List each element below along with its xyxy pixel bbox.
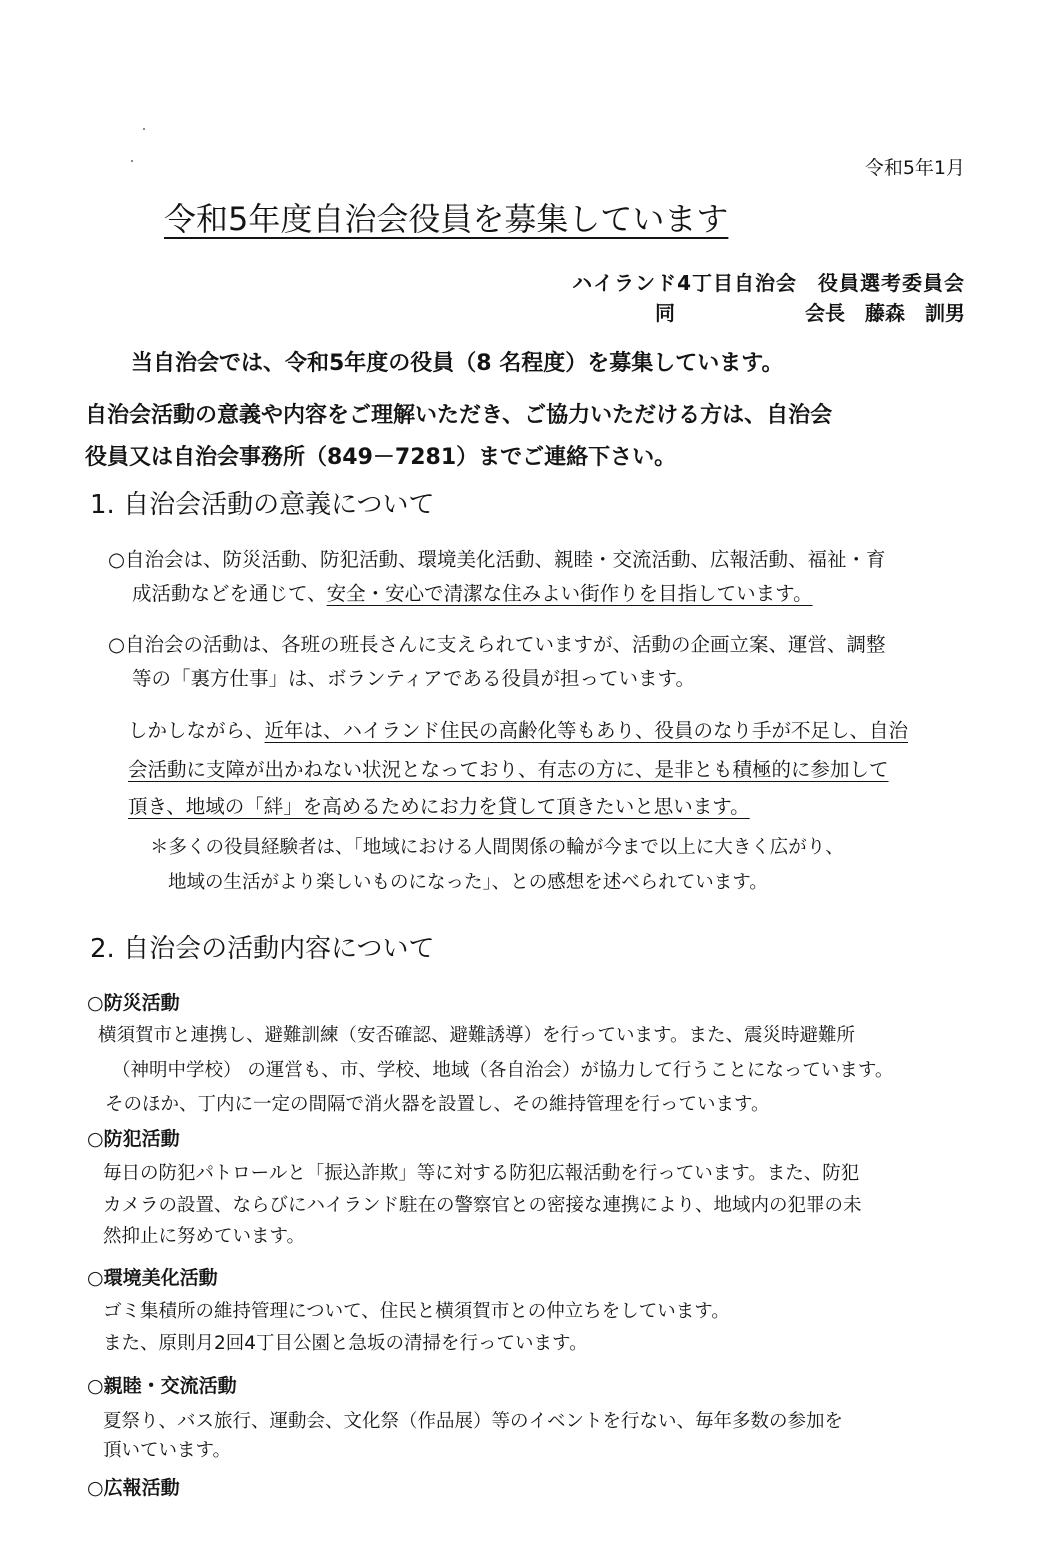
section-1-heading: 1. 自治会活動の意義について [90, 490, 435, 520]
bousai-line-2: （神明中学校） の運営も、市、学校、地域（各自治会）が協力して行うことになっています。 [112, 1060, 894, 1081]
shinboku-line-1: 夏祭り、バス旅行、運動会、文化祭（作品展）等のイベントを行ない、毎年多数の参加を [103, 1411, 844, 1432]
bouhan-title: ○防犯活動 [87, 1128, 180, 1150]
p3-line1-lead: しかしながら、 [128, 719, 265, 742]
bousai-line-1: 横須賀市と連携し、避難訓練（安否確認、避難誘導）を行っています。また、震災時避難所 [98, 1025, 856, 1046]
section-2-heading: 2. 自治会の活動内容について [90, 934, 435, 964]
issuer-chairman [655, 297, 965, 326]
section-1-paragraph-3-line-3: 頂き、地域の「絆」を高めるためにお力を貸して頂きたいと思います。 [128, 795, 750, 818]
chairman-name: 会長 藤森 訓男 [805, 301, 965, 325]
shinboku-title: ○親睦・交流活動 [87, 1375, 237, 1397]
section-1-paragraph-1-line-1: ○自治会は、防災活動、防犯活動、環境美化活動、親睦・交流活動、広報活動、福祉・育 [108, 548, 886, 571]
kankyo-line-2: また、原則月2回4丁目公園と急坂の清掃を行っています。 [103, 1333, 588, 1354]
section-1-note-line-1: ＊多くの役員経験者は、「地域における人間関係の輪が今まで以上に大きく広がり、 [150, 837, 844, 858]
section-1-paragraph-2-line-2: 等の「裏方仕事」は、ボランティアである役員が担っています。 [132, 667, 695, 690]
intro-line-1: 当自治会では、令和5年度の役員（8 名程度）を募集しています。 [131, 351, 784, 376]
section-1-paragraph-2-line-1: ○自治会の活動は、各班の班長さんに支えられていますが、活動の企画立案、運営、調整 [108, 633, 886, 656]
bousai-title: ○防災活動 [87, 992, 180, 1014]
bouhan-line-3: 然抑止に努めています。 [103, 1226, 306, 1247]
document-title: 令和5年度自治会役員を募集しています [164, 200, 729, 238]
scan-speck [143, 128, 145, 130]
issuer-committee: ハイランド4丁目自治会 役員選考委員会 [572, 271, 965, 295]
section-1-paragraph-3-line-2: 会活動に支障が出かねない状況となっており、有志の方に、是非とも積極的に参加して [128, 758, 889, 781]
p1-underlined-goal: 安全・安心で清潔な住みよい街作りを目指しています。 [326, 582, 813, 605]
bouhan-line-2: カメラの設置、ならびにハイランド駐在の警察官との密接な連携により、地域内の犯罪の未 [103, 1195, 862, 1216]
intro-line-2: 自治会活動の意義や内容をご理解いただき、ご協力いただける方は、自治会 [85, 403, 833, 428]
section-1-paragraph-1-line-2 [132, 578, 813, 606]
scan-speck [131, 160, 133, 162]
kankyo-title: ○環境美化活動 [87, 1267, 218, 1289]
p3-line1-underlined: 近年は、ハイランド住民の高齢化等もあり、役員のなり手が不足し、自治 [264, 719, 909, 742]
p1-line2-lead: 成活動などを通じて、 [132, 582, 327, 605]
bousai-line-3: そのほか、丁内に一定の間隔で消火器を設置し、その維持管理を行っています。 [105, 1094, 770, 1115]
shinboku-line-2: 頂いています。 [103, 1440, 232, 1461]
kankyo-line-1: ゴミ集積所の維持管理について、住民と横須賀市との仲立ちをしています。 [103, 1301, 730, 1322]
bouhan-line-1: 毎日の防犯パトロールと「振込詐欺」等に対する防犯広報活動を行っています。また、防犯 [103, 1163, 860, 1184]
issuer-same-mark: 同 [655, 301, 675, 325]
section-1-note-line-2: 地域の生活がより楽しいものになった」、との感想を述べられています。 [168, 872, 768, 893]
document-date: 令和5年1月 [864, 157, 965, 179]
kouhou-title: ○広報活動 [87, 1477, 180, 1499]
intro-line-3: 役員又は自治会事務所（849－7281）までご連絡下さい。 [85, 445, 677, 470]
section-1-paragraph-3-line-1 [128, 715, 908, 743]
